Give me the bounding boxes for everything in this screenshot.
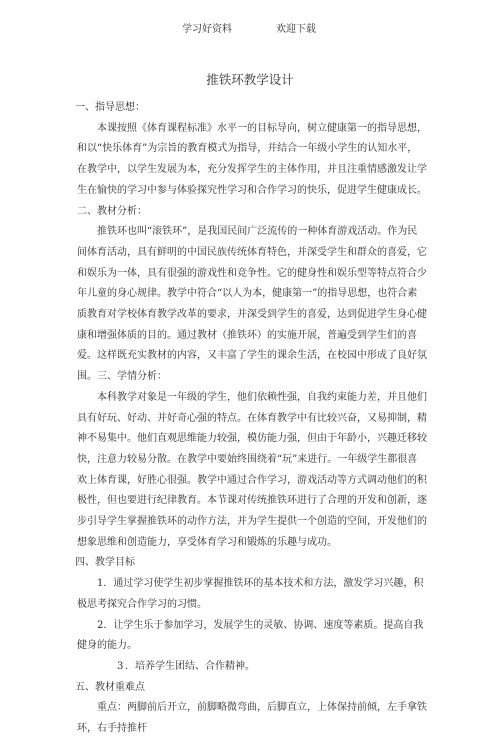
section-heading-material-analysis: 二、教材分析： <box>77 205 147 217</box>
paragraph-material-analysis-2: 质教育对学校体育教学改革的要求，并深受到学生的喜爱，达到促进学生身心健康和增强体质的目的。通过教材（推铁环）的实施开展，普遍受到学生们的喜爱。这样既充实教材的内容，又丰富了学生的课余生活，在校园中形成了良好氛围。三、学情分析： <box>77 309 427 383</box>
document-title: 推铁环教学设计 <box>206 72 294 87</box>
goal-item-3 <box>77 657 427 678</box>
paragraph-guiding-ideology <box>77 119 427 223</box>
paragraph-learner-analysis-2: 步引导学生掌握推铁环的动作方法，并为学生提供一个创造的空间，开发他们的想象思维和创造能力，享受体育学习和锻炼的乐趣与成功。 <box>77 516 427 548</box>
page-header <box>0 20 500 36</box>
paragraph-key-point: 重点：两脚前后开立，前脚略微弯曲，后脚直立，上体保持前倾，左手拿铁环，右手持推杆 <box>77 702 427 735</box>
header-left-text: 学习好资料 <box>182 24 232 35</box>
section-heading-guiding-ideology: 一、指导思想： <box>75 102 145 113</box>
goal-item-2: 2．让学生乐于参加学习，发展学生的灵敏、协调、速度等素质。提高自我健身的能力。 <box>77 619 424 652</box>
header-right-text: 欢迎下载 <box>276 24 316 35</box>
goal-item-3-text: ．培养学生团结、合作精神。 <box>125 660 255 672</box>
paragraph-learner-analysis-1: 本科教学对象是一年级的学生，他们依赖性强，自我约束能力差，并且他们具有好玩、好动、并好奇心强的特点。在体育教学中有比较兴奋，又易抑制，精神不易集中。他们直观思维能力较强，模仿能力强，但由于年龄小，兴趣迁移较快，注意力较易分散。在教学中要始终围绕着“玩”来进行。一年级学生都很喜欢上体育课，好胜心很强。教学中通过合作学习，游戏活动等方式调动他们的积极性，但也要进行纪律教育。本节课对传统推铁环进行了合理的开发和创新，逐 <box>77 391 427 507</box>
paragraph-material-analysis-1: 推铁环也叫“滚铁环”，是我国民间广泛流传的一种体育游戏活动。作为民间体育活动，具有鲜明的中国民族传统体育特色，并深受学生和群众的喜爱，它和娱乐为一体，具有很强的游戏性和竞争性。它的健身性和娱乐型等特点符合少年儿童的身心规律。教学中符合“以人为本，健康第一”的指导思想，也符合素 <box>77 226 427 300</box>
document-body <box>77 98 427 740</box>
goal-item-3-number: 3 <box>117 660 124 672</box>
section-heading-teaching-goals: 四、教学目标 <box>75 557 135 569</box>
paragraph-text: 本课按照《体育课程标准》水平一的目标导向，树立健康第一的指导思想，和以“快乐体育”为宗旨的教育模式为指导，并结合一年级小学生的认知水平，在教学中，以学生发展为本，充分发挥学生的主体作用，并且注重情感激发让学生在愉快的学习中参与体验探究性学习和合作学习的快乐，促进学生健康成长。 <box>77 122 427 196</box>
section-heading-key-points: 五、教材重难点 <box>75 681 145 693</box>
goal-item-1: 1．通过学习使学生初步掌握推铁环的基本技术和方法，激发学习兴趣，积极思考探究合作学习的习惯。 <box>77 578 424 610</box>
